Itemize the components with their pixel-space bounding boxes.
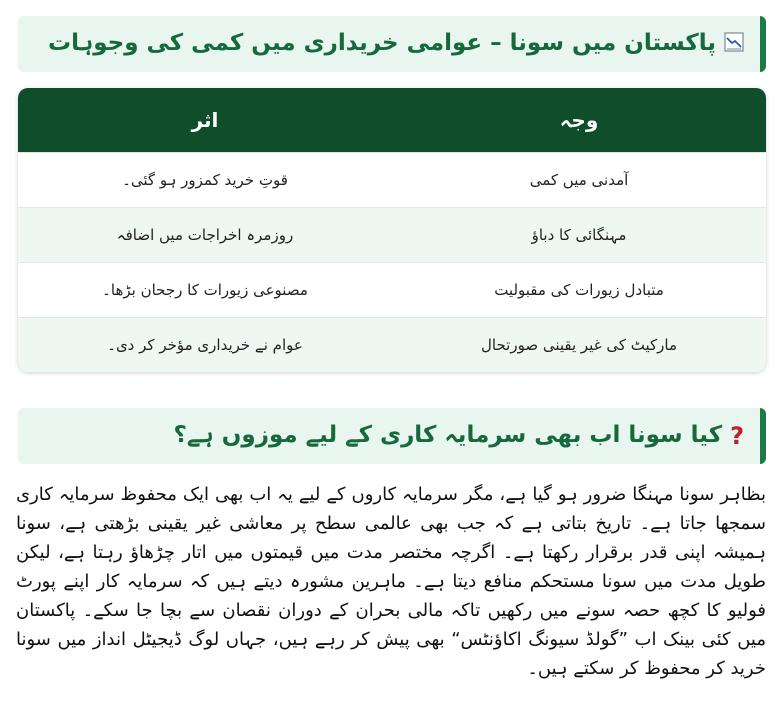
column-header-effect: اثر xyxy=(191,107,219,132)
section-title: کیا سونا اب بھی سرمایہ کاری کے لیے موزوں ہے؟ xyxy=(173,422,723,449)
effect-cell: عوام نے خریداری مؤخر کر دی۔ xyxy=(107,335,303,354)
body-paragraph: بظاہر سونا مہنگا ضرور ہو گیا ہے، مگر سرمایہ کاروں کے لیے یہ اب بھی ایک محفوظ سرمایہ کاری سمجھا جاتا ہے۔ تاریخ بتاتی ہے کہ جب بھی عالمی سطح پر معاشی غیر یقینی بڑھتی ہے، سونا ہمیشہ اپنی قدر برقرار رکھتا ہے۔ اگرچہ مختصر مدت میں قیمتوں میں اتار چڑھاؤ رہتا ہے، لیکن طویل مدت میں سونا مستحکم منافع دیتا ہے۔ ماہرین مشورہ دیتے ہیں کہ سرمایہ کار اپنے پورٹ فولیو کا کچھ حصہ سونے میں رکھیں تاکہ مالی بحران کے دوران نقصان سے بچا جا سکے۔ پاکستان میں کئی بینک اب ”گولڈ سیونگ اکاؤنٹس“ بھی پیش کر رہے ہیں، جہاں لوگ ڈیجیٹل انداز میں سونا خرید کر محفوظ کر سکتے ہیں۔ xyxy=(16,484,766,679)
table-row xyxy=(18,207,766,262)
table-header-row xyxy=(18,88,766,152)
column-header-reason: وجہ xyxy=(559,107,599,132)
question-mark-icon: ? xyxy=(730,422,744,450)
table-row xyxy=(18,262,766,317)
reason-cell: مہنگائی کا دباؤ xyxy=(531,225,627,244)
section-heading-reasons xyxy=(18,16,766,72)
table-row xyxy=(18,317,766,372)
table-row xyxy=(18,152,766,207)
section-title: پاکستان میں سونا – عوامی خریداری میں کمی کی وجوہات xyxy=(48,30,716,57)
reasons-table xyxy=(18,88,766,372)
section-heading-investment xyxy=(18,408,766,464)
effect-cell: روزمرہ اخراجات میں اضافہ xyxy=(116,225,294,244)
effect-cell: مصنوعی زیورات کا رجحان بڑھا۔ xyxy=(102,280,308,299)
reason-cell: مارکیٹ کی غیر یقینی صورتحال xyxy=(481,335,677,354)
chart-decreasing-icon xyxy=(724,32,744,56)
effect-cell: قوتِ خرید کمزور ہو گئی۔ xyxy=(122,170,288,189)
reason-cell: متبادل زیورات کی مقبولیت xyxy=(494,280,664,299)
reason-cell: آمدنی میں کمی xyxy=(529,170,629,189)
